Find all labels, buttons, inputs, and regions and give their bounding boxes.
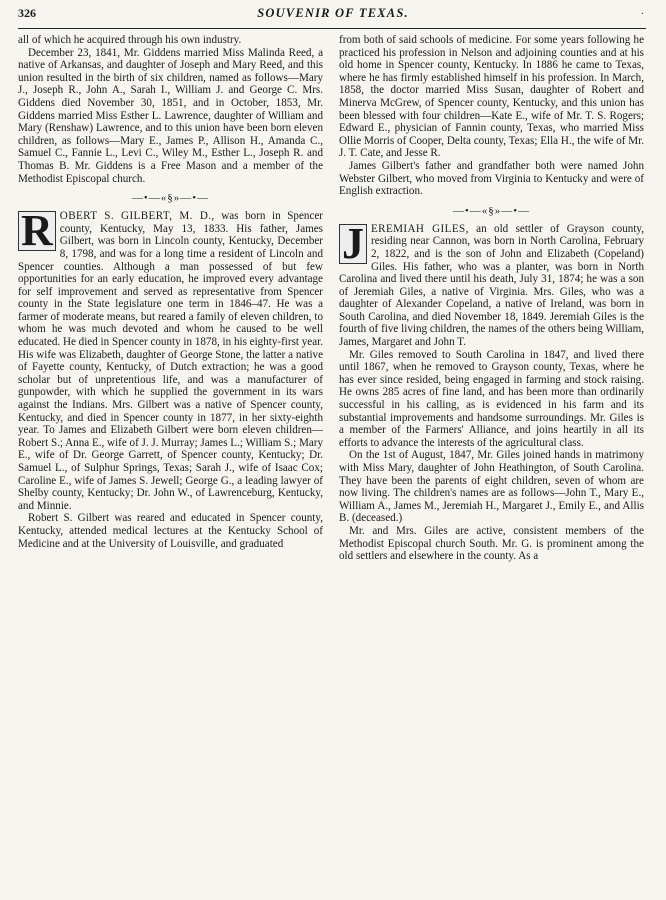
gilbert-paragraph-2: Robert S. Gilbert was reared and educated in Spencer county, Kentucky, attended medical lectures at the Kentucky School of Medicine and at the University of Louisville, and graduated <box>18 512 323 550</box>
text-columns <box>18 34 646 563</box>
page-header <box>18 6 646 29</box>
giles-paragraph-3: On the 1st of August, 1847, Mr. Giles joined hands in matrimony with Miss Mary, daughter of John Heathington, of South Carolina. They have been the parents of eight children, seven of whom are now living. The children's names are as follows—John T., Mary E., William A., James M., Jeremiah H., Margaret J., Emily E., and Allis B. (deceased.) <box>339 449 644 525</box>
right-column <box>339 34 644 563</box>
section-ornament: —•—«§»—•— <box>131 192 210 205</box>
section-ornament: —•—«§»—•— <box>452 204 531 217</box>
gilbert-paragraph-4: James Gilbert's father and grandfather both were named John Webster Gilbert, who moved from Virginia to Kentucky and were of English extraction. <box>339 159 644 198</box>
left-column <box>18 34 323 563</box>
giddens-paragraph-1: all of which he acquired through his own industry. <box>18 34 242 46</box>
giles-name: EREMIAH GILES, <box>371 222 469 235</box>
corner-mark: · <box>640 9 644 20</box>
gilbert-name: OBERT S. GILBERT, M. D., <box>59 210 215 223</box>
giddens-paragraph-2: December 23, 1841, Mr. Giddens married Miss Malinda Reed, a native of Arkansas, and daughter of Joseph and Mary Reed, and this union resulted in the birth of six children, named as follows—Mary J., Joseph R., John A., Sarah I., William J. and George C. Mrs. Giddens died November 30, 1851, and in October, 1853, Mr. Giddens married Miss Esther L. Lawrence, daughter of William and Mary (Renshaw) Lawrence, and to this union have been born eleven children, as follows—Mary E., James P., Allison H., Amanda C., Samuel C., Fannie L., Levi C., Wiley M., Esther L., Joseph R. and Thomas B. Mr. Giddens is a Free Mason and a member of the Methodist Episcopal church. <box>18 46 323 185</box>
gilbert-paragraph-3: from both of said schools of medicine. For some years following he practiced his profession in Nelson and adjoining counties and at his old home in Spencer county, Kentucky. In 1886 he came to Texas, where he has firmly established himself in his profession. In March, 1858, the doctor married Miss Susan, daughter of Robert and Minerva McGrew, of Spencer county, Kentucky, and this union has been blessed with four children—Kate E., wife of Mr. T. S. Rogers; Edward E., physician of Fannin county, Texas, who married Miss Ollie Morris of Cooper, Delta county, Texas; Ella H., the wife of Mr. J. T. Cate, and Jesse R. <box>339 34 644 160</box>
drop-cap-letter: J <box>339 224 367 264</box>
gilbert-text-1: was born in Spencer county, Kentucky, May 13, 1833. His father, James Gilbert, was born in Lincoln county, Kentucky, December 8, 1798, and was for a long time a resident of Lincoln and Spencer counties. Although a man possessed of but few opportunities for an early education, he improved every advantage for self improvement and served as representative from Spencer county in the State legislature one term in 1846–47. He was a farmer of moderate means, but reared a family of eleven children, to whom he was much devoted and whom he caused to be well educated. He died in Spencer county in 1878, in his eighty-first year. His wife was Elizabeth, daughter of George Stone, the latter a native of Fayette county, Kentucky, of Dutch extraction; he was a good scholar but of unpretentious life, and was a manufacturer of gunpowder, with which he supplied the government in its wars against the Indians. Mrs. Gilbert was a native of Spencer county, Kentucky, and died in Spencer county in 1877, in her sixty-eighth year. To James and Elizabeth Gilbert were born eleven children—Robert S.; Anna E., wife of J. J. Murray; James L.; William S.; Mary E., wife of Dr. George Garrett, of Spencer county, Kentucky; Dr. Samuel L., of Sulphur Springs, Texas; Sarah J., wife of Isaac Cox; Caroline E., wife of James S. Jewell; George G., a leading lawyer of Shelby county, Kentucky; Dr. John W., of Lawrenceburg, Kentucky, and Minnie. <box>18 210 324 512</box>
gilbert-paragraph-1 <box>18 206 324 512</box>
giles-paragraph-2: Mr. Giles removed to South Carolina in 1847, and lived there until 1867, when he removed to Grayson county, Texas, where he has ever since resided, being engaged in farming and stock raising. He owns 285 acres of fine land, and has been more than ordinarily successful in his calling, as is evidenced in his farm and its substantial improvements and handsome surroundings. Mr. Giles is a member of the Farmers' Alliance, and joins heartily in all its efforts to advance the interests of the agricultural class. <box>339 348 644 449</box>
page-number: 326 <box>18 6 36 20</box>
running-title: SOUVENIR OF TEXAS. <box>257 6 409 20</box>
giles-paragraph-1 <box>339 218 644 349</box>
giles-paragraph-4: Mr. and Mrs. Giles are active, consistent members of the Methodist Episcopal church South. Mr. G. is prominent among the old settlers and elsewhere in the county. As a <box>339 524 644 563</box>
giles-text-1: an old settler of Grayson county, residing near Cannon, was born in North Carolina, February 2, 1822, and is the son of John and Elizabeth (Copeland) Giles. His father, who was a planter, was born in North Carolina and lived there until his death, July 31, 1874; he was a son of Jeremiah Giles, a native of Virginia. Mrs. Giles, who was a daughter of Alexander Copeland, a native of Ireland, was born in South Carolina, and died November 18, 1849. Jeremiah Giles is the fourth of five living children, the names of the others being William, James, Margaret and John T. <box>339 222 644 349</box>
drop-cap-letter: R <box>18 211 56 251</box>
